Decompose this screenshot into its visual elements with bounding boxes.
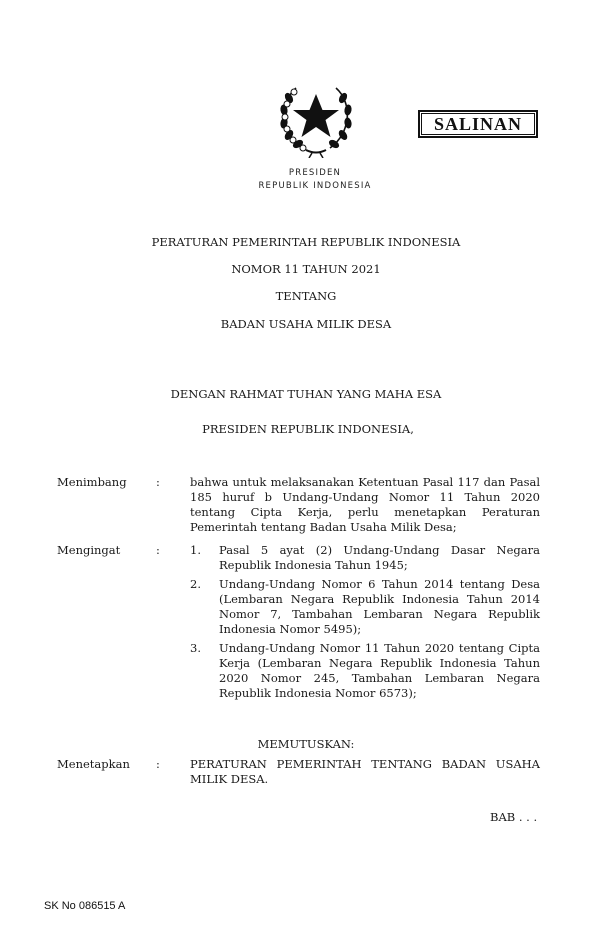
mengingat-colon: : [156,543,160,557]
mengingat-item-1-number: 1. [190,543,201,557]
memutuskan-heading: MEMUTUSKAN: [257,737,355,751]
regulation-number: NOMOR 11 TAHUN 2021 [231,262,381,276]
opening-phrase: DENGAN RAHMAT TUHAN YANG MAHA ESA [170,387,442,401]
regulation-tentang: TENTANG [275,289,337,303]
garuda-emblem-icon [276,76,356,158]
menimbang-text: bahwa untuk melaksanakan Ketentuan Pasal 117 dan Pasal 185 huruf b Undang-Undang Nomor 11 Tahun 2020 tentang Cipta Kerja, perlu menetapkan Peraturan Pemerintah tentang Badan Usaha Milik Desa; [190,475,540,534]
regulation-title: PERATURAN PEMERINTAH REPUBLIK INDONESIA [151,235,461,249]
mengingat-item-3-text: Undang-Undang Nomor 11 Tahun 2020 tentang Cipta Kerja (Lembaran Negara Republik Indonesia Tahun 2020 Nomor 245, Tambahan Lembaran Negara Republik Indonesia Nomor 6573); [219,641,540,700]
presiden-heading: PRESIDEN [288,168,342,178]
president-title: PRESIDEN REPUBLIK INDONESIA, [202,422,414,436]
regulation-subject: BADAN USAHA MILIK DESA [220,317,392,331]
menimbang-colon: : [156,475,160,489]
republik-heading: REPUBLIK INDONESIA [258,181,372,191]
menetapkan-colon: : [156,757,160,771]
mengingat-item-2-text: Undang-Undang Nomor 6 Tahun 2014 tentang Desa (Lembaran Negara Republik Indonesia Tahun 2014 Nomor 7, Tambahan Lembaran Negara Republik Indonesia Nomor 5495); [219,577,540,636]
sk-number: SK No 086515 A [44,900,126,912]
menetapkan-label: Menetapkan [57,757,130,771]
menetapkan-text: PERATURAN PEMERINTAH TENTANG BADAN USAHA MILIK DESA. [190,757,540,786]
salinan-stamp: SALINAN [418,110,538,138]
menimbang-label: Menimbang [57,475,127,489]
mengingat-item-3-number: 3. [190,641,201,655]
mengingat-item-2-number: 2. [190,577,201,591]
mengingat-label: Mengingat [57,543,121,557]
next-page-marker: BAB . . . [490,810,538,824]
mengingat-item-1-text: Pasal 5 ayat (2) Undang-Undang Dasar Negara Republik Indonesia Tahun 1945; [219,543,540,572]
